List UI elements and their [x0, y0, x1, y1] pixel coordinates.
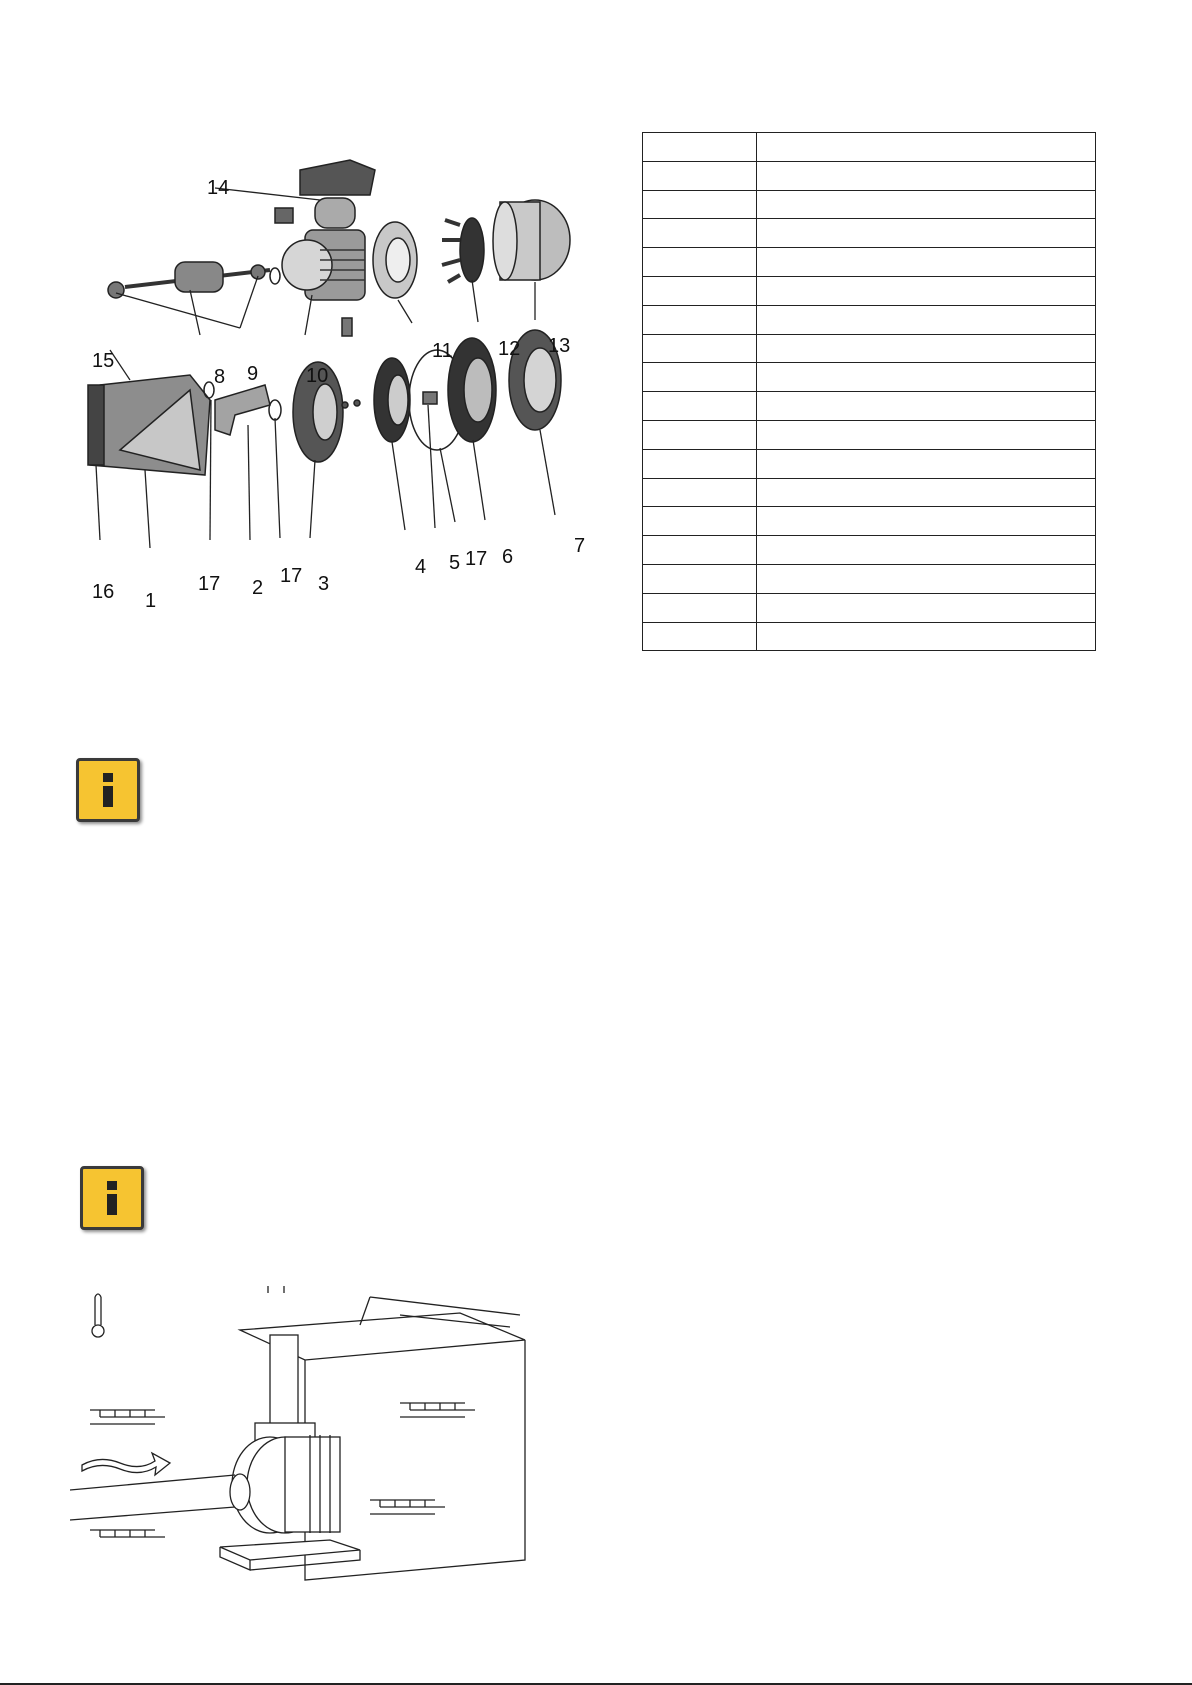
part-name-cell — [757, 507, 1096, 536]
callout-13: 13 — [548, 335, 571, 357]
part-name-cell — [757, 248, 1096, 277]
callout-2: 2 — [252, 577, 264, 599]
part-number-cell — [643, 564, 757, 593]
part-name-cell — [757, 564, 1096, 593]
part-number-cell — [643, 334, 757, 363]
parts-table-row — [643, 305, 1096, 334]
parts-table-row — [643, 161, 1096, 190]
callout-12: 12 — [498, 338, 521, 360]
part-number-cell — [643, 248, 757, 277]
callout-4: 4 — [415, 556, 427, 578]
part-name-cell — [757, 363, 1096, 392]
callout-8: 8 — [214, 366, 226, 388]
parts-table-row — [643, 248, 1096, 277]
parts-table-row — [643, 564, 1096, 593]
callout-17a: 17 — [198, 573, 221, 595]
pump-installation-illustration — [70, 1285, 540, 1590]
parts-table-row — [643, 622, 1096, 651]
part-name-cell — [757, 478, 1096, 507]
parts-table-row — [643, 133, 1096, 162]
part-name-cell — [757, 334, 1096, 363]
callout-14: 14 — [207, 177, 230, 199]
part-number-cell — [643, 449, 757, 478]
flow-arrow-icon — [82, 1453, 170, 1475]
callout-16: 16 — [92, 581, 115, 603]
callout-10: 10 — [306, 365, 329, 387]
parts-table-row — [643, 420, 1096, 449]
part-number-cell — [643, 420, 757, 449]
part-name-cell — [757, 420, 1096, 449]
part-number-cell — [643, 219, 757, 248]
callout-7: 7 — [574, 535, 586, 557]
part-number-cell — [643, 507, 757, 536]
callout-3: 3 — [318, 573, 330, 595]
part-name-cell — [757, 392, 1096, 421]
info-icon — [80, 1166, 144, 1230]
callout-1: 1 — [145, 590, 157, 612]
part-number-cell — [643, 536, 757, 565]
parts-table-row — [643, 190, 1096, 219]
part-name-cell — [757, 133, 1096, 162]
part-number-cell — [643, 593, 757, 622]
parts-table-row — [643, 334, 1096, 363]
part-name-cell — [757, 190, 1096, 219]
parts-table-row — [643, 478, 1096, 507]
parts-table-row — [643, 449, 1096, 478]
part-name-cell — [757, 219, 1096, 248]
part-number-cell — [643, 276, 757, 305]
callout-15: 15 — [92, 350, 115, 372]
parts-table-row — [643, 392, 1096, 421]
info-icon — [76, 758, 140, 822]
part-number-cell — [643, 478, 757, 507]
parts-table-row — [643, 276, 1096, 305]
part-number-cell — [643, 133, 757, 162]
callout-9: 9 — [247, 363, 259, 385]
part-name-cell — [757, 305, 1096, 334]
parts-table-row — [643, 536, 1096, 565]
part-number-cell — [643, 305, 757, 334]
part-name-cell — [757, 449, 1096, 478]
part-number-cell — [643, 392, 757, 421]
part-number-cell — [643, 161, 757, 190]
pump-exploded-diagram — [80, 150, 620, 620]
thermometer-icon — [92, 1294, 104, 1337]
parts-table-row — [643, 363, 1096, 392]
callout-5: 5 — [449, 552, 461, 574]
part-name-cell — [757, 276, 1096, 305]
part-number-cell — [643, 622, 757, 651]
part-number-cell — [643, 190, 757, 219]
callout-6: 6 — [502, 546, 514, 568]
part-name-cell — [757, 622, 1096, 651]
parts-table-row — [643, 593, 1096, 622]
callout-17c: 17 — [465, 548, 488, 570]
parts-table-row — [643, 507, 1096, 536]
callout-11: 11 — [432, 340, 453, 362]
parts-table — [642, 132, 1096, 651]
parts-table-row — [643, 219, 1096, 248]
part-name-cell — [757, 161, 1096, 190]
callout-17b: 17 — [280, 565, 303, 587]
part-number-cell — [643, 363, 757, 392]
part-name-cell — [757, 536, 1096, 565]
part-name-cell — [757, 593, 1096, 622]
